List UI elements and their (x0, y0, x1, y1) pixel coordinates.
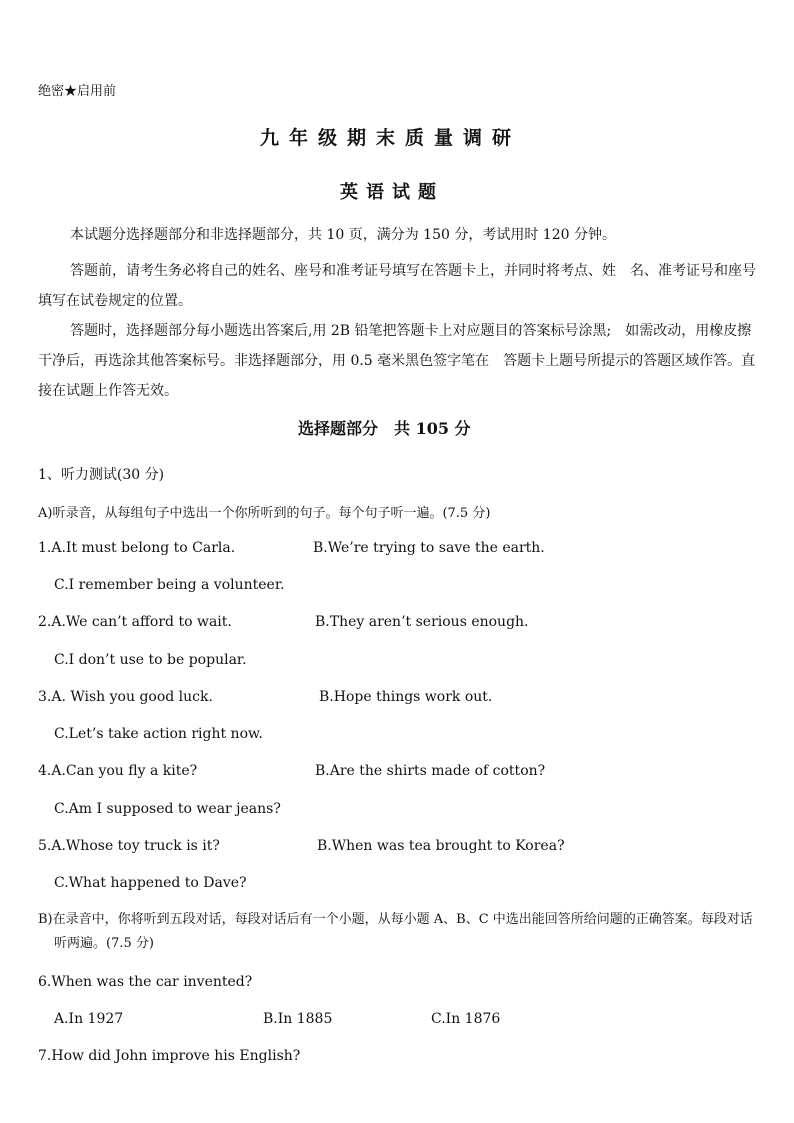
part-a-instructions: A)听录音，从每组句子中选出一个你所听到的句子。每个句子听一遍。(7.5 分) (38, 506, 491, 521)
question-3-option-b: B.Hope things work out. (319, 689, 493, 705)
question-6-option-a: A.In 1927 (54, 1011, 124, 1027)
question-5-option-b: B.When was tea brought to Korea? (317, 838, 565, 854)
exam-title: 九年级期末质量调研 (260, 127, 522, 149)
question-4-option-c: C.Am I supposed to wear jeans? (54, 801, 281, 817)
intro-paragraph-3: 答题时，选择题部分每小题选出答案后,用 2B 铅笔把答题卡上对应题目的答案标号涂黑; 如需改动，用橡皮擦干净后，再选涂其他答案标号。非选择题部分，用 0.5 毫米黑色签字笔在 答题卡上题号所提示的答题区域作答。直接在试题上作答无效。 (38, 323, 756, 399)
question-4-option-b: B.Are the shirts made of cotton? (315, 763, 546, 779)
part-b-instructions: B)在录音中，你将听到五段对话，每段对话后有一个小题，从每小题 A、B、C 中选出能回答所给问题的正确答案。每段对话听两遍。(7.5 分) (38, 912, 753, 951)
question-1-option-a: 1.A.It must belong to Carla. (38, 540, 236, 556)
question-6-stem: 6.When was the car invented? (38, 974, 253, 990)
question-5-option-c: C.What happened to Dave? (54, 875, 247, 891)
question-4-option-a: 4.A.Can you fly a kite? (38, 763, 198, 779)
question-7-stem: 7.How did John improve his English? (38, 1048, 301, 1064)
question-3-option-c: C.Let’s take action right now. (54, 726, 263, 742)
question-2-option-a: 2.A.We can’t afford to wait. (38, 614, 232, 630)
question-2-option-c: C.I don’t use to be popular. (54, 652, 247, 668)
intro-paragraph-1: 本试题分选择题部分和非选择题部分，共 10 页，满分为 150 分，考试用时 120 分钟。 (70, 227, 616, 243)
question-6-option-b: B.In 1885 (263, 1011, 333, 1027)
confidential-mark: 绝密★启用前 (38, 84, 117, 99)
question-1-option-c: C.I remember being a volunteer. (54, 577, 285, 593)
question-6-option-c: C.In 1876 (431, 1011, 501, 1027)
section-title: 选择题部分 共 105 分 (298, 419, 471, 438)
intro-paragraph-2: 答题前，请考生务必将自己的姓名、座号和准考证号填写在答题卡上，并同时将考点、姓 名、准考证号和座号填写在试卷规定的位置。 (38, 263, 756, 309)
question-1-option-b: B.We’re trying to save the earth. (313, 540, 545, 556)
question-5-option-a: 5.A.Whose toy truck is it? (38, 838, 220, 854)
exam-subtitle: 英语试题 (340, 182, 444, 203)
question-3-option-a: 3.A. Wish you good luck. (38, 689, 213, 705)
listening-heading: 1、听力测试(30 分) (38, 467, 165, 483)
question-2-option-b: B.They aren’t serious enough. (315, 614, 529, 630)
